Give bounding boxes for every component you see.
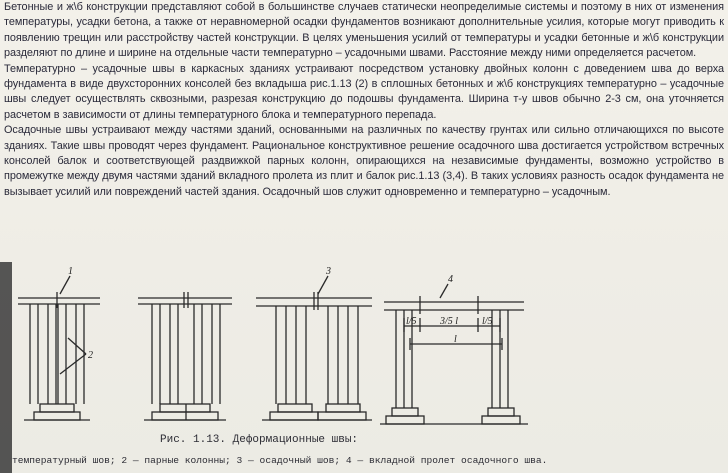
figure-caption: Рис. 1.13. Деформационные швы: bbox=[160, 434, 359, 446]
diagram-paired-columns bbox=[138, 292, 232, 420]
paragraph-3: Осадочные швы устраивают между частями зданий, основанными на различных по качеству грунтах или сильно отличающихся по высоте зданиях. Такие швы проводят через фундамент. Рациональное конструктивное решение осадочного шва достигается устройством встречных консолей балок и соответствующей раздвижкой парных колонн, опирающихся на независимые фундаменты, возможно устройство в промежутке между двумя частями зданий вкладного пролета из плит и балок рис.1.13 (3,4). В таких условиях разность осадок фундамента не вызывает усилий или повреждений частей здания. Осадочный шов служит одновременно и температурно – усадочным. bbox=[4, 124, 724, 198]
label-4: 4 bbox=[448, 274, 453, 285]
label-3: 3 bbox=[326, 266, 331, 277]
diagram-insert-span bbox=[380, 284, 528, 424]
deformation-joints-figure bbox=[0, 262, 728, 473]
figure-legend: температурный шов; 2 — парные колонны; 3 — осадочный шов; 4 — вкладной пролет осадочного шва. bbox=[12, 455, 548, 466]
paragraph-2: Температурно – усадочные швы в каркасных зданиях устраивают посредством установку двойных колонн с доведением шва до верха фундамента в виде двухсторонних консолей без вкладыша рис.1.13 (2) в сплошных бетонных и ж\б конструкциях температурно – усадочные швы следует осуществлять сквозными, разрезая конструкцию до подошвы фундамента. Ширина т-у швов обычно 2-3 см, она уточняется расчетом в зависимости от длины температурного блока и температурного перепада. bbox=[4, 62, 724, 121]
diagram-settlement-joint bbox=[256, 276, 372, 420]
dim-right: l/5 bbox=[482, 316, 493, 327]
diagram-temperature-joint bbox=[18, 276, 100, 420]
dim-mid: 3/5 l bbox=[440, 316, 459, 327]
dim-left: l/5 bbox=[406, 316, 417, 327]
label-2: 2 bbox=[88, 350, 93, 361]
label-1: 1 bbox=[68, 266, 73, 277]
dim-total: l bbox=[454, 334, 457, 345]
body-text bbox=[4, 0, 724, 200]
paragraph-1: Бетонные и ж\б конструкции представляют собой в большинстве случаев статически неопределимые системы и поэтому в них от изменения температуры, усадки бетона, а также от неравномерной осадки фундаментов возникают дополнительные усилия, которые могут приводить к появлению трещин или расстройству частей конструкции. В целях уменьшения усилий от температуры и усадки бетонные и ж\б конструкции разделяют по длине и ширине на отдельные части температурно – усадочными швами. Расстояние между ними определяется расчетом. bbox=[4, 1, 724, 60]
